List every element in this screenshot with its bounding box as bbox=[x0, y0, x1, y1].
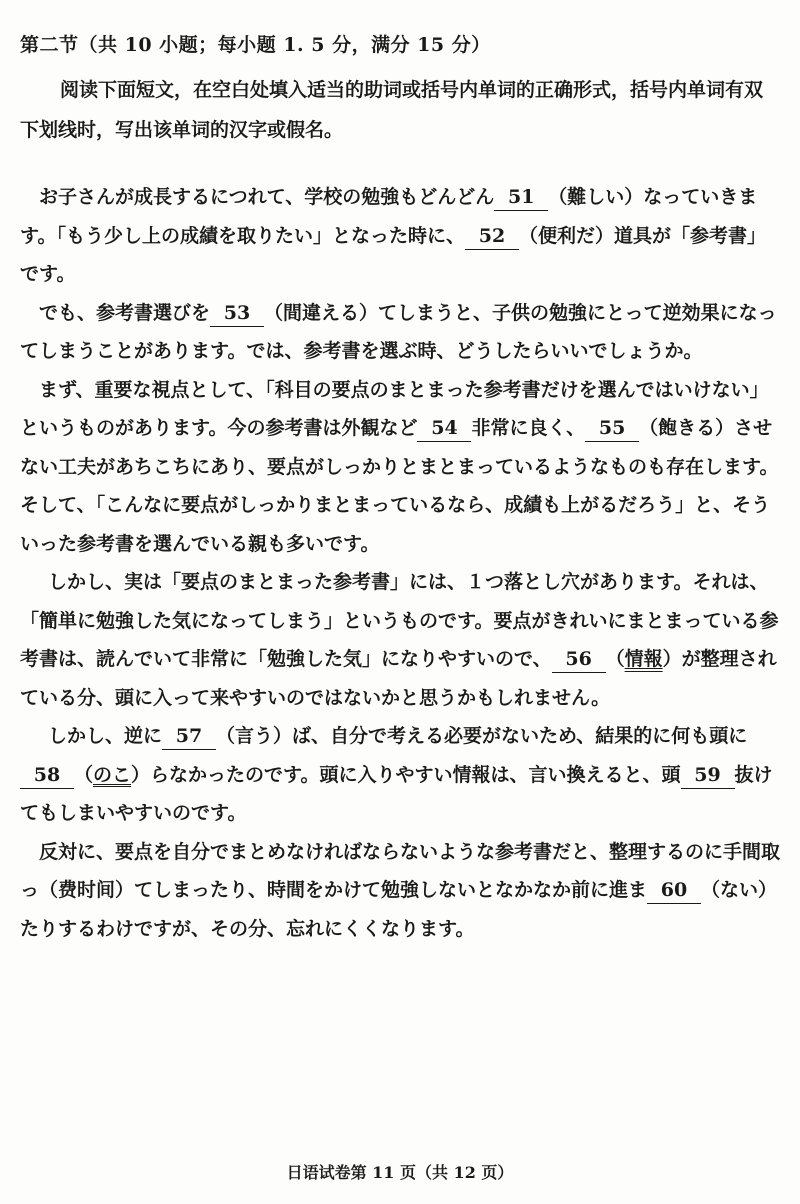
p4-text-2: が整理されている分、頭に入って来やすいのではないかと思うかもしれません。 bbox=[20, 648, 777, 709]
p3-text-1: まず、重要な視点として、「科目の要点のまとまった参考書だけを選んではいけない」というものがあります。今の参考書は外観など bbox=[20, 378, 769, 439]
p1-text-1: お子さんが成長するにつれて、学校の勉強もどんどん bbox=[39, 186, 495, 208]
instructions: 阅读下面短文，在空白处填入适当的助词或括号内单词的正确形式，括号内单词有双下划线时，写出该单词的汉字或假名。 bbox=[20, 79, 764, 141]
hint-56-word: 情報 bbox=[624, 648, 663, 670]
p6-text-1: 反対に、要点を自分でまとめなければならないような参考書だと、整理するのに手間取っ（费时间）てしまったり、時間をかけて勉強しないとなかなか前に進ま bbox=[20, 840, 781, 901]
blank-53: 53 bbox=[210, 300, 264, 327]
p5-text-1: しかし、逆に bbox=[48, 725, 163, 747]
hint-60: （ない） bbox=[701, 879, 778, 901]
hint-51: （難しい） bbox=[548, 186, 644, 208]
hint-58-close: ） bbox=[131, 763, 151, 786]
hint-56 bbox=[606, 648, 682, 670]
reading-passage bbox=[20, 178, 780, 948]
hint-58-word: のこ bbox=[93, 763, 132, 786]
p1-text-2: なっていきます。「もう少し上の成績を取りたい」となった時に、 bbox=[20, 186, 758, 247]
paragraph-1 bbox=[20, 178, 780, 294]
paragraph-3 bbox=[20, 371, 780, 564]
hint-52: （便利だ） bbox=[518, 224, 614, 247]
blank-54: 54 bbox=[417, 415, 471, 442]
p5-text-2: ば、自分で考える必要がないため、結果的に何も頭に bbox=[292, 725, 748, 747]
blank-52: 52 bbox=[465, 223, 519, 250]
hint-56-open: （ bbox=[605, 648, 625, 670]
section-title: 第二节（共 10 小题；每小题 1. 5 分，满分 15 分） bbox=[20, 34, 491, 56]
p2-text-1: でも、参考書選びを bbox=[39, 301, 211, 324]
blank-60: 60 bbox=[647, 877, 701, 904]
paragraph-5 bbox=[20, 717, 780, 833]
hint-58 bbox=[74, 764, 150, 786]
paragraph-2 bbox=[20, 294, 780, 371]
blank-55: 55 bbox=[585, 415, 639, 442]
blank-56: 56 bbox=[552, 646, 606, 673]
p1-text-3: 道具が「参考書」です。 bbox=[20, 224, 767, 285]
hint-53: （間違える） bbox=[264, 301, 379, 324]
blank-51: 51 bbox=[494, 184, 548, 211]
paragraph-4 bbox=[20, 563, 780, 717]
hint-56-close: ） bbox=[662, 648, 682, 670]
blank-58: 58 bbox=[20, 762, 74, 789]
hint-57: （言う） bbox=[216, 725, 293, 747]
p5-text-3: らなかったのです。頭に入りやすい情報は、言い換えると、頭 bbox=[150, 763, 681, 786]
p3-text-2: 非常に良く、 bbox=[471, 417, 586, 439]
paragraph-6 bbox=[20, 833, 780, 949]
hint-58-open: （ bbox=[74, 763, 94, 786]
blank-59: 59 bbox=[681, 762, 735, 789]
p3-text-3: させない工夫があちこちにあり、要点がしっかりとまとまっているようなものも存在します。そして、「こんなに要点がしっかりまとまっているなら、成績も上がるだろう」と、そういった参考書を選んでいる親も多いです。 bbox=[20, 417, 779, 555]
page-footer: 日语试卷第 11 页（共 12 页） bbox=[286, 1163, 514, 1182]
hint-55: （飽きる） bbox=[639, 417, 735, 439]
p4-text-1: しかし、実は「要点のまとまった参考書」には、１つ落とし穴があります。それは、「簡単に勉強した気になってしまう」というものです。要点がきれいにまとまっている参考書は、読んでいて非常に「勉強した気」になりやすいので、 bbox=[20, 571, 779, 670]
p5-text-4: 抜けてもしまいやすいのです。 bbox=[20, 763, 773, 824]
p2-text-2: てしまうと、子供の勉強にとって逆効果になってしまうことがあります。では、参考書を選ぶ時、どうしたらいいでしょうか。 bbox=[20, 301, 777, 362]
p6-text-2: たりするわけですが、その分、忘れにくくなります。 bbox=[20, 917, 475, 940]
blank-57: 57 bbox=[162, 723, 216, 750]
